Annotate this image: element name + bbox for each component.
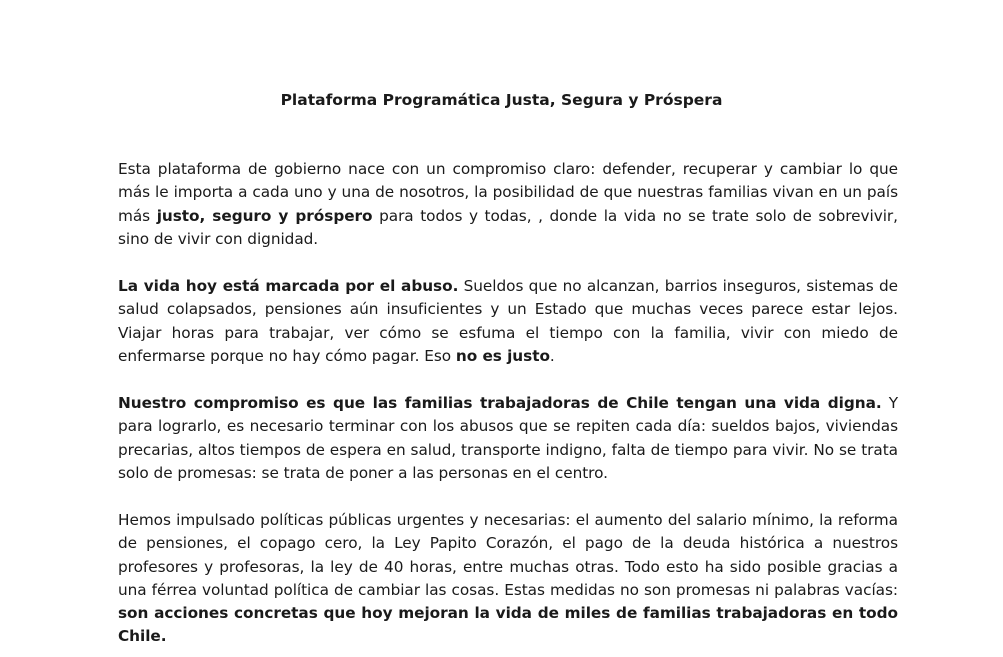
paragraph-abuse (118, 275, 898, 368)
paragraph-text: Hemos impulsado políticas públicas urgentes y necesarias: el aumento del salario mínimo, la reforma de pensiones, el copago cero, la Ley Papito Corazón, el pago de la deuda histórica a nuestros profesores y profesoras, la ley de 40 horas, entre muchas otras. Todo esto ha sido posible gracias a una férrea voluntad política de cambiar las cosas. Estas medidas no son promesas ni palabras vacías: (118, 511, 898, 599)
paragraph-emphasis: no es justo (455, 346, 550, 365)
paragraph-emphasis: son acciones concretas que hoy mejoran la vida de miles de familias trabajadoras en todo Chile. (118, 604, 898, 646)
paragraph-text: Esta plataforma de gobierno nace con un compromiso claro: defender, recuperar y cambiar lo que más le importa a cada uno y una de nosotros, la posibilidad de que nuestras familias vivan en un país más (118, 160, 898, 225)
paragraph-emphasis: justo, seguro y próspero (156, 206, 373, 225)
paragraph-intro (118, 158, 898, 251)
paragraph-text: Sueldos que no alcanzan, barrios inseguros, sistemas de salud colapsados, pensiones aún insuficientes y un Estado que muchas veces parece estar lejos. Viajar horas para trabajar, ver cómo se esfuma el tiempo con la familia, vivir con miedo de enfermarse porque no hay cómo pagar. Eso (118, 277, 898, 365)
paragraph-commitment (118, 392, 898, 485)
paragraph-policies (118, 509, 898, 649)
paragraph-text: para todos y todas, , donde la vida no se trate solo de sobrevivir, sino de vivir con dignidad. (118, 206, 898, 248)
document-title: Plataforma Programática Justa, Segura y Próspera (280, 91, 723, 109)
paragraph-emphasis: La vida hoy está marcada por el abuso. (118, 277, 459, 295)
paragraph-text: Y para lograrlo, es necesario terminar con los abusos que se repiten cada día: sueldos bajos, viviendas precarias, altos tiempos de espera en salud, transporte indigno, falta de tiempo para vivir. No se trata solo de promesas: se trata de poner a las personas en el centro. (118, 394, 899, 482)
paragraph-text: . (549, 346, 555, 365)
paragraph-emphasis: Nuestro compromiso es que las familias trabajadoras de Chile tengan una vida digna. (118, 394, 882, 412)
